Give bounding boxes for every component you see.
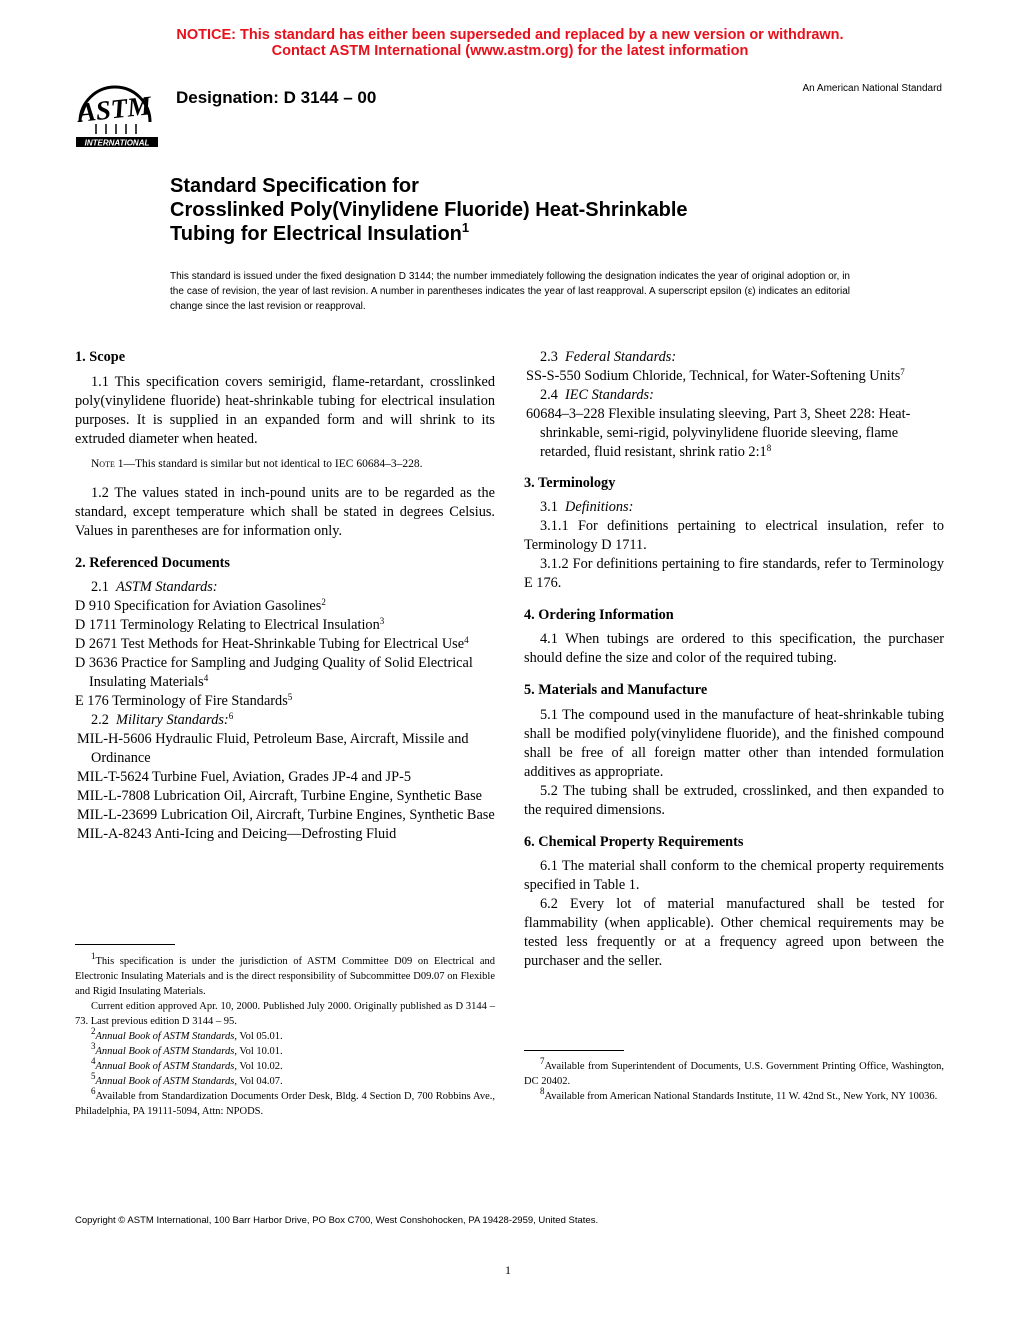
footnote: $^6$Available from Standardization Documents Order Desk, Bldg. 4 Section D, 700 Robbins Ave., Philadelphia, PA 19111-5094, Attn: NPODS. [75, 1086, 495, 1117]
footnotes-right [524, 1056, 944, 1104]
copyright: Copyright © ASTM International, 100 Barr Harbor Drive, PO Box C700, West Conshohocken, PA 19428-2959, United States. [75, 1215, 599, 1226]
footnote: $^3$Annual Book of ASTM Standards, Vol 10.01. [91, 1041, 283, 1057]
right-column [524, 348, 944, 971]
para-1-1: 1.1 This specification covers semirigid, flame-retardant, crosslinked poly(vinylidene fluoride) heat-shrinkable tubing for electrical insulation purposes. It is supplied in an expanded form and will shrink to its extruded diameter when heated. [75, 374, 495, 447]
para-6-2: 6.2 Every lot of material manufactured shall be tested for flammability (when applicable). Other chemical requirements may be tested less frequently or at a frequency agreed upon between the purchaser and the seller. [524, 896, 944, 969]
logo-subtext: INTERNATIONAL [84, 138, 150, 148]
title-line-1: Standard Specification for [170, 175, 419, 197]
footnote: $^4$Annual Book of ASTM Standards, Vol 10.02. [91, 1056, 283, 1072]
astm-ref: D 3636 Practice for Sampling and Judging Quality of Solid Electrical Insulating Materials$^4$ [75, 655, 473, 690]
footnote-rule-left [75, 944, 175, 945]
iec-ref: 60684–3–228 Flexible insulating sleeving, Part 3, Sheet 228: Heat-shrinkable, semi-rigid, polyvinylidene fluoride sleeving, flame retarded, fluid resistant, shrink ratio $2:1^8$ [526, 406, 911, 460]
intro-paragraph: This standard is issued under the fixed designation D 3144; the number immediately following the designation indicates the year of original adoption or, in the case of revision, the year of last revision. A number in parentheses indicates the year of last reapproval. A superscript epsilon (ε) indicates an editorial change since the last revision or reapproval. [170, 271, 850, 312]
designation: Designation: D 3144 – 00 [176, 88, 377, 107]
footnote: $^2$Annual Book of ASTM Standards, Vol 05.01. [91, 1026, 283, 1042]
american-national-standard: An American National Standard [802, 83, 942, 94]
section-4-heading: 4. Ordering Information [524, 607, 674, 623]
para-1-2: 1.2 The values stated in inch-pound units are to be regarded as the standard, except temperature which shall be stated in degrees Celsius. Values in parentheses are for information only. [75, 485, 495, 539]
para-3-1-2: 3.1.2 For definitions pertaining to fire standards, refer to Terminology E 176. [524, 556, 944, 591]
footnote: $^7$Available from Superintendent of Documents, U.S. Government Printing Office, Washington, DC 20402. [524, 1056, 944, 1087]
footnote: $^1$This specification is under the jurisdiction of ASTM Committee D09 on Electrical and Electronic Insulating Materials and is the direct responsibility of Subcommittee D09.07 on Flexible and Rigid Insulating Materials. [75, 951, 495, 997]
military-ref: MIL-L-7808 Lubrication Oil, Aircraft, Turbine Engine, Synthetic Base [77, 788, 483, 804]
document-title [170, 174, 890, 246]
subsection-2-2: 2.2 Military Standards:$^6$ [91, 711, 234, 728]
notice-line-1: NOTICE: This standard has either been superseded and replaced by a new version or withdrawn. [176, 27, 844, 43]
section-1-heading: 1. Scope [75, 349, 126, 365]
para-5-1: 5.1 The compound used in the manufacture of heat-shrinkable tubing shall be modified poly(vinylidene fluoride), and the finished compound shall be free of all foreign matter other than intended formulation additives as appropriate. [524, 707, 944, 780]
para-5-2: 5.2 The tubing shall be extruded, crosslinked, and then expanded to the required dimensions. [524, 783, 944, 818]
para-3-1-1: 3.1.1 For definitions pertaining to electrical insulation, refer to Terminology D 1711. [524, 518, 944, 553]
section-3-heading: 3. Terminology [524, 475, 616, 491]
footnotes-left [75, 951, 495, 1119]
para-6-1: 6.1 The material shall conform to the chemical property requirements specified in Table 1. [524, 858, 944, 893]
astm-logo [68, 76, 162, 150]
military-ref: MIL-L-23699 Lubrication Oil, Aircraft, Turbine Engines, Synthetic Base [77, 807, 495, 823]
title-line-3: Tubing for Electrical Insulation$^1$ [170, 220, 470, 245]
subsection-2-4: 2.4 IEC Standards: [540, 387, 654, 403]
notice-line-2: Contact ASTM International (www.astm.org) for the latest information [271, 43, 749, 59]
footnote: $^5$Annual Book of ASTM Standards, Vol 04.07. [91, 1071, 283, 1087]
subsection-2-1: 2.1 ASTM Standards: [91, 579, 218, 595]
astm-ref: E 176 Terminology of Fire Standards$^5$ [75, 692, 293, 709]
left-column [75, 348, 495, 844]
section-6-heading: 6. Chemical Property Requirements [524, 834, 744, 850]
subsection-3-1: 3.1 Definitions: [540, 499, 634, 515]
military-ref: MIL-A-8243 Anti-Icing and Deicing—Defrosting Fluid [77, 826, 397, 842]
para-4-1: 4.1 When tubings are ordered to this specification, the purchaser should define the size and color of the required tubing. [524, 631, 944, 666]
astm-ref: D 2671 Test Methods for Heat-Shrinkable Tubing for Electrical Use$^4$ [75, 635, 469, 652]
footnote: Current edition approved Apr. 10, 2000. Published July 2000. Originally published as D 3144 – 73. Last previous edition D 3144 – 95. [75, 1001, 495, 1027]
astm-ref: D 910 Specification for Aviation Gasolines$^2$ [75, 597, 326, 614]
astm-logo-icon [68, 76, 162, 150]
military-ref: MIL-H-5606 Hydraulic Fluid, Petroleum Base, Aircraft, Missile and Ordinance [77, 731, 469, 766]
military-ref: MIL-T-5624 Turbine Fuel, Aviation, Grades JP-4 and JP-5 [77, 769, 411, 785]
logo-letters: ASTM [76, 90, 153, 128]
title-line-2: Crosslinked Poly(Vinylidene Fluoride) Heat-Shrinkable [170, 199, 688, 221]
footnote-rule-right [524, 1050, 624, 1051]
subsection-2-3: 2.3 Federal Standards: [540, 349, 677, 365]
section-5-heading: 5. Materials and Manufacture [524, 682, 708, 698]
section-2-heading: 2. Referenced Documents [75, 555, 230, 571]
footnote: $^8$Available from American National Standards Institute, 11 W. 42nd St., New York, NY 10036. [540, 1086, 938, 1102]
astm-ref: D 1711 Terminology Relating to Electrical Insulation$^3$ [75, 616, 385, 633]
federal-ref: SS-S-550 Sodium Chloride, Technical, for Water-Softening Units$^7$ [526, 367, 905, 384]
page-number: 1 [505, 1263, 511, 1277]
note-1: Note 1—This standard is similar but not identical to IEC 60684–3–228. [91, 458, 423, 470]
